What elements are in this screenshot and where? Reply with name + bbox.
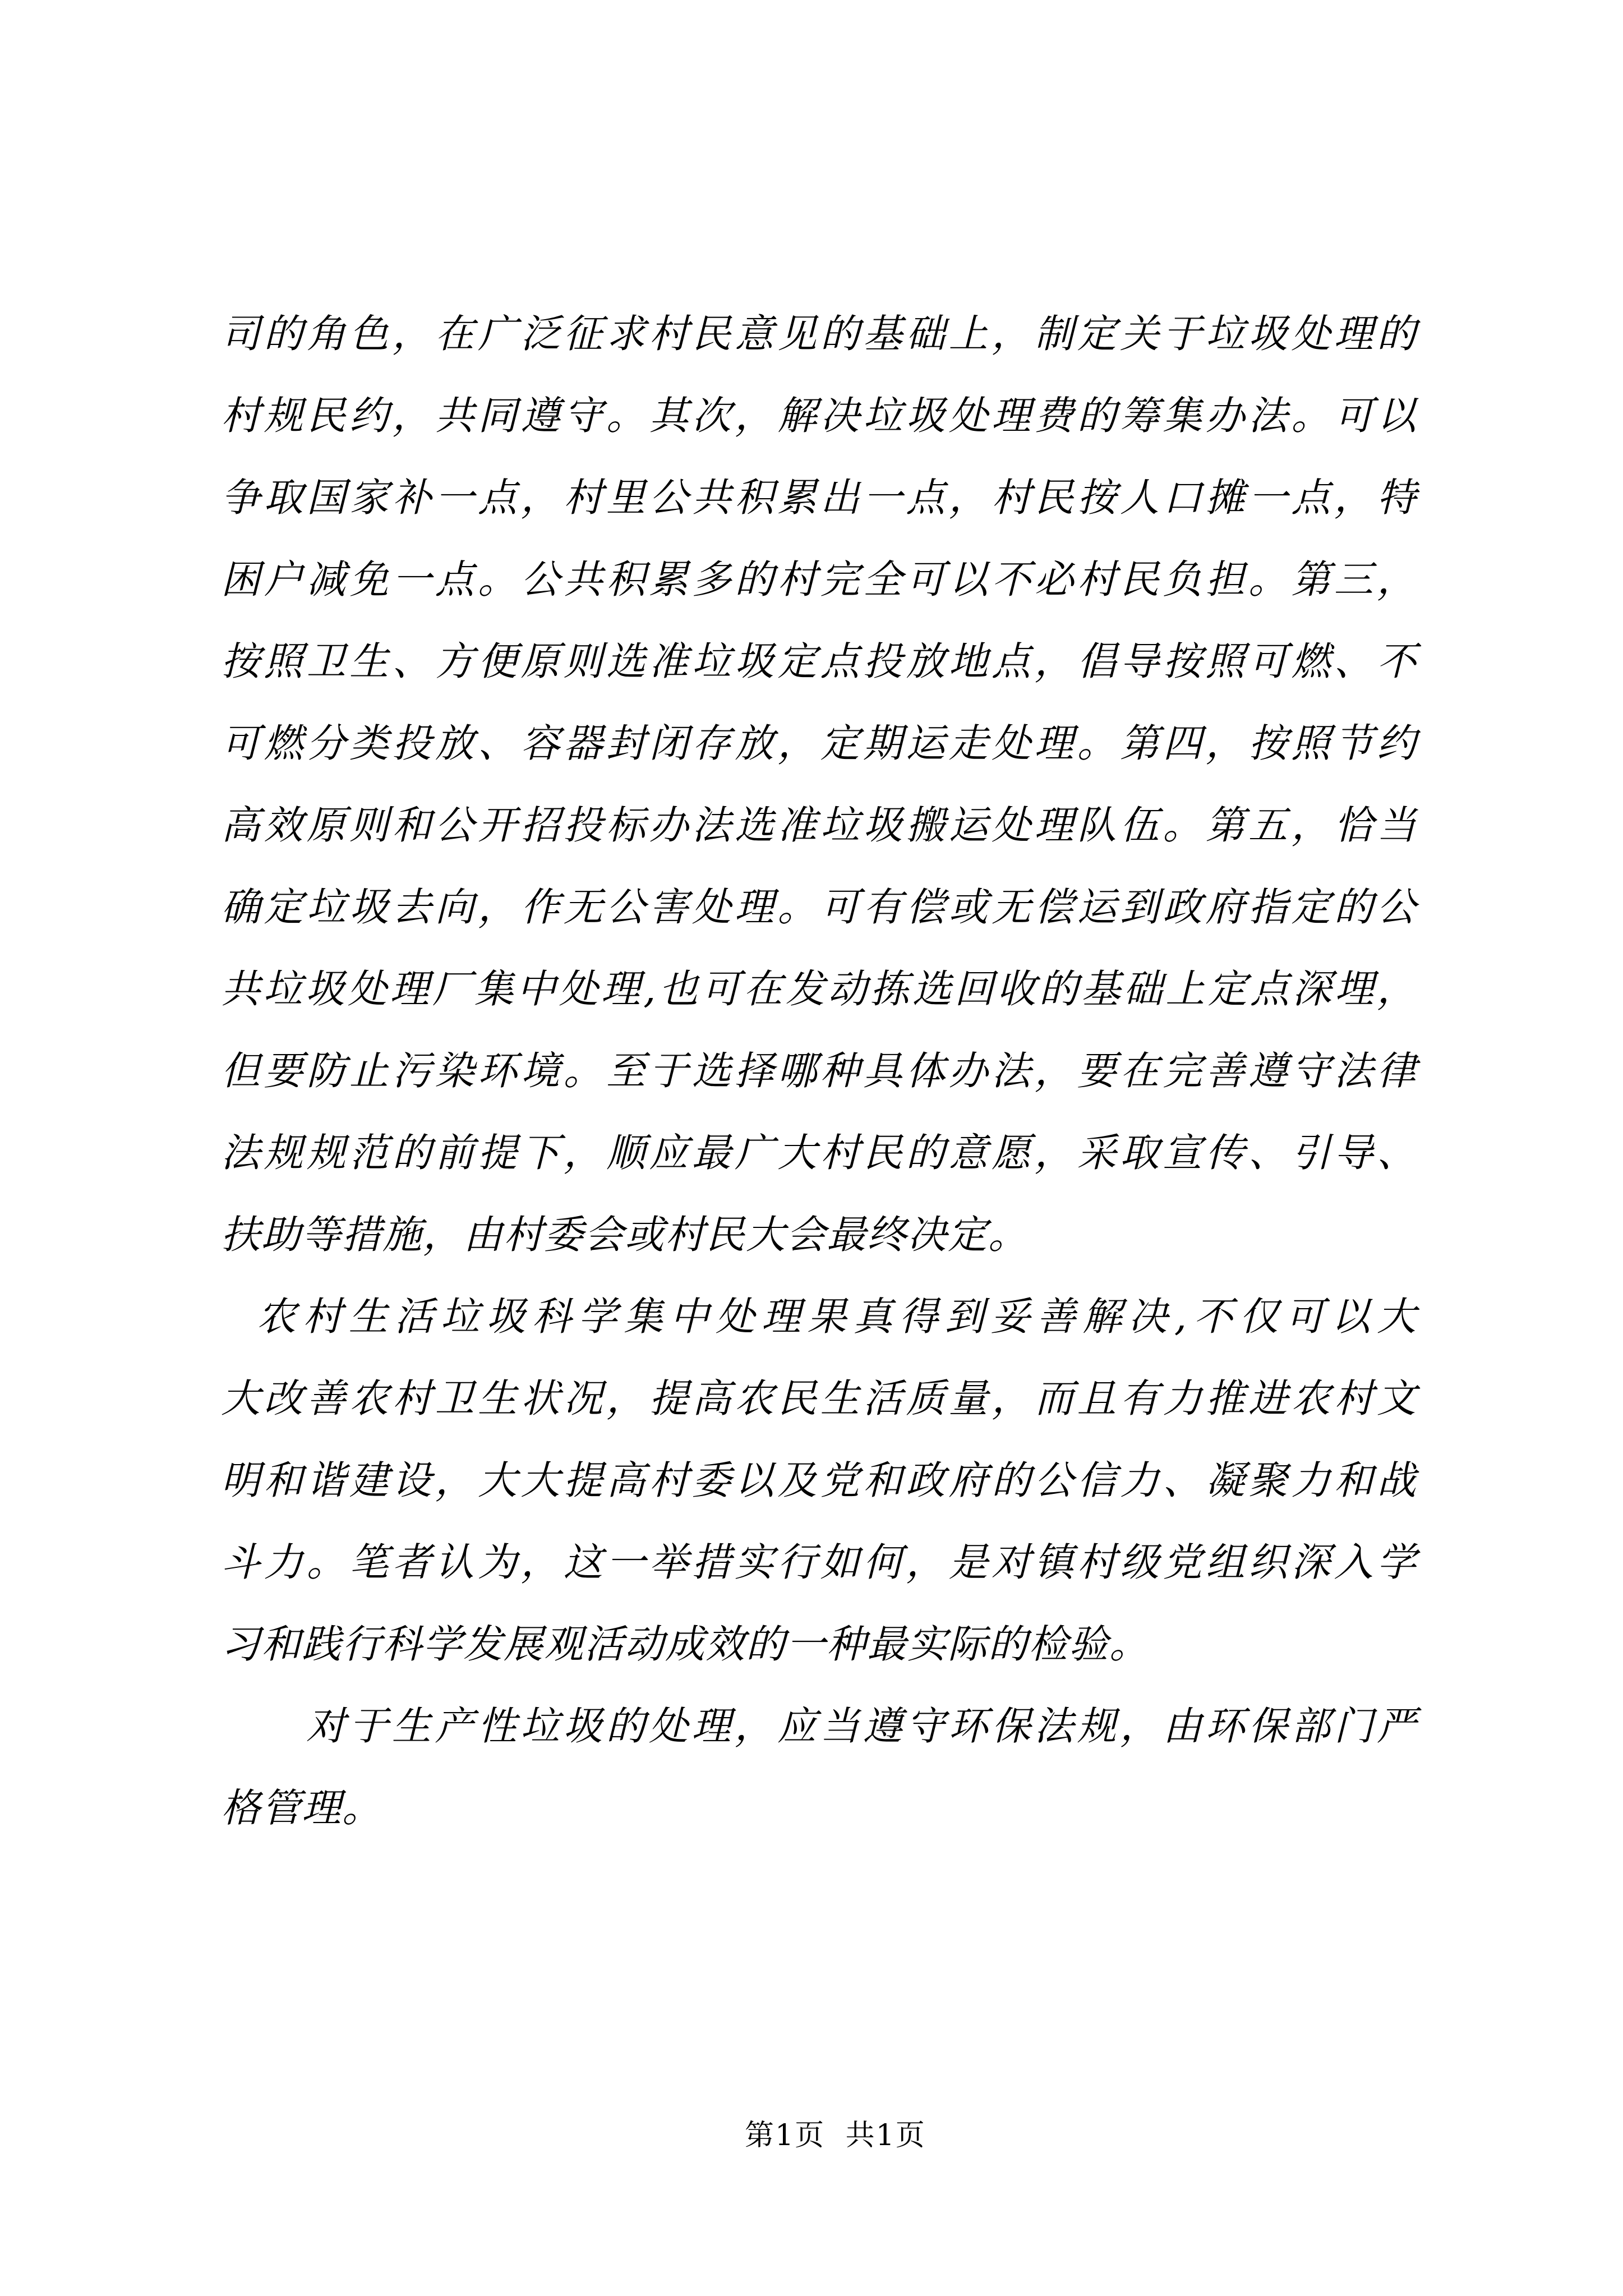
text-line: 困户减免一点。公共积累多的村完全可以不必村民负担。第三，	[221, 556, 1417, 602]
text-line: 按照卫生、方便原则选准垃圾定点投放地点，倡导按照可燃、不	[221, 638, 1417, 684]
text-line: 争取国家补一点，村里公共积累出一点，村民按人口摊一点，特	[221, 475, 1417, 521]
text-line: 确定垃圾去向，作无公害处理。可有偿或无偿运到政府指定的公	[221, 884, 1417, 930]
text-line: 习和践行科学发展观活动成效的一种最实际的检验。	[221, 1621, 1150, 1667]
text-line: 大改善农村卫生状况，提高农民生活质量，而且有力推进农村文	[221, 1375, 1417, 1421]
text-line: 对于生产性垃圾的处理，应当遵守环保法规，由环保部门严	[306, 1703, 1417, 1749]
text-line: 共垃圾处理厂集中处理,也可在发动拣选回收的基础上定点深埋，	[221, 966, 1417, 1012]
text-line: 斗力。笔者认为，这一举措实行如何，是对镇村级党组织深入学	[221, 1539, 1417, 1585]
text-line: 农村生活垃圾科学集中处理果真得到妥善解决,不仅可以大	[257, 1294, 1417, 1340]
page-footer: 第1页 共1页	[745, 2119, 926, 2152]
text-line: 扶助等措施，由村委会或村民大会最终决定。	[221, 1212, 1029, 1258]
text-line: 高效原则和公开招投标办法选准垃圾搬运处理队伍。第五，恰当	[221, 802, 1417, 848]
document-body	[221, 293, 1417, 1849]
text-line: 明和谐建设，大大提高村委以及党和政府的公信力、凝聚力和战	[221, 1457, 1417, 1503]
text-line: 村规民约，共同遵守。其次，解决垃圾处理费的筹集办法。可以	[221, 393, 1417, 439]
text-line: 法规规范的前提下，顺应最广大村民的意愿，采取宣传、引导、	[221, 1130, 1417, 1176]
text-line: 司的角色，在广泛征求村民意见的基础上，制定关于垃圾处理的	[221, 311, 1417, 357]
text-line: 但要防止污染环境。至于选择哪种具体办法，要在完善遵守法律	[221, 1048, 1417, 1094]
text-line: 可燃分类投放、容器封闭存放，定期运走处理。第四，按照节约	[221, 720, 1417, 766]
text-line: 格管理。	[221, 1785, 382, 1831]
